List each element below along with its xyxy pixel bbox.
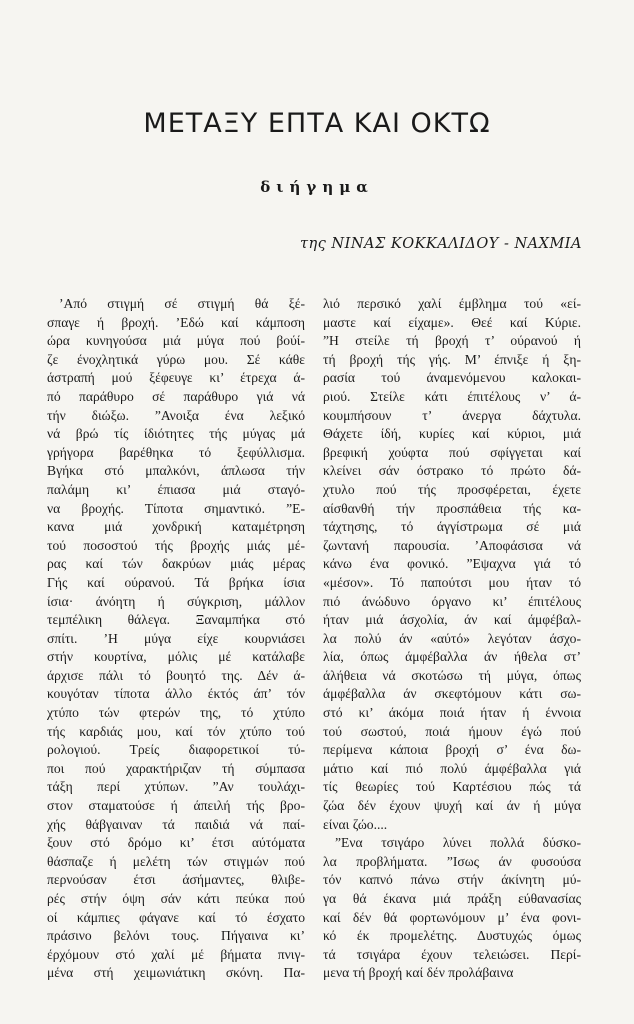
text-line: είναι ζώο....: [323, 816, 388, 832]
author-byline: της ΝΙΝΑΣ ΚΟΚΚΑΛΙΔΟΥ - ΝΑΧΜΙΑ: [299, 236, 582, 252]
text-line: τίς θεωρίες τού Καρτέσιου πώς τά: [323, 779, 581, 795]
text-line: ποι πού χαρακτήριζαν τή σύμπασα: [47, 760, 305, 776]
story-genre: διήγημα: [260, 178, 374, 196]
story-title: ΜΕΤΑΞΥ ΕΠΤΑ ΚΑΙ ΟΚΤΩ: [143, 108, 491, 139]
text-line: Βγήκα στό μπαλκόνι, άπλωσα τήν: [47, 463, 305, 479]
text-line: ριού. Στείλε κάτι έπιτέλους ν’ ά-: [323, 388, 581, 404]
text-line: ζωντανή παρουσία. ’Αποφάσισα νά: [323, 537, 581, 553]
text-line: στό κι’ άκόμα ποιά ήταν ή έννοια: [323, 705, 581, 721]
text-line: άστραπή μού ξέφευγε κι’ έτρεχα ά-: [47, 370, 305, 386]
text-line: χής θάβγαιναν τά παιδιά νά παί-: [47, 816, 305, 832]
text-line: στήν κουρτίνα, μόλις μέ κατάλαβε: [47, 649, 305, 665]
text-line: έρχόμουν στό χαλί μέ βήματα πνιγ-: [47, 946, 305, 962]
text-line: παλάμη κι’ έπιασα μιά σταγό-: [47, 481, 305, 497]
text-line: ρασία τού άναμενόμενου καλοκαι-: [323, 370, 581, 386]
text-line: τήν διώξω. ”Ανοιξα ένα λεξικό: [47, 407, 305, 423]
text-line: ήταν μιά άσχολία, άν καί άμφέβαλ-: [323, 612, 581, 628]
text-line: στον σταματούσε ή άπειλή τής βρο-: [47, 798, 305, 814]
text-line: λα προβλήματα. ”Ισως άν φυσούσα: [323, 853, 581, 869]
text-line: τά τσιγάρα έχουν τελειώσει. Περί-: [323, 946, 581, 962]
text-line: λία, όπως άμφέβαλλα άν ήθελα στ’: [323, 649, 581, 665]
text-line: χτύπο τών φτερών της, τό χτύπο: [47, 705, 305, 721]
text-line: περνούσαν έτσι άσήμαντες, θλιβε-: [47, 872, 305, 888]
text-line: ρολογιού. Τρείς διαφορετικοί τύ-: [47, 742, 305, 758]
text-line: ρές στήν όψη σάν κάτι πεύκα πού: [47, 891, 305, 906]
text-line: άμφέβαλλα άν σκεφτόμουν κάτι σω-: [323, 686, 581, 702]
text-line: κουμπήσουν τ’ άνεργα δάχτυλα.: [323, 407, 581, 423]
text-line: ’Από στιγμή σέ στιγμή θά ξέ-: [59, 296, 305, 311]
text-line: τάξη περί χτύπων. ”Αν τουλάχι-: [47, 779, 305, 795]
text-line: κό έκ προμελέτης. Δυστυχώς όμως: [323, 928, 581, 944]
text-line: ίσια· άνόητη ή σύγκριση, μάλλον: [47, 593, 305, 609]
text-line: Θάχετε ίδή, κυρίες καί κύριοι, μιά: [323, 426, 581, 442]
text-line: πιό άνώδυνο όργανο κι’ έπιτέλους: [323, 593, 581, 609]
text-line: λιό περσικό χαλί έμβλημα τού «εί-: [323, 296, 581, 311]
text-line: κάνω ένα φονικό. ”Εψαχνα γιά τό: [323, 556, 581, 572]
text-line: θάσπαζε ή μελέτη τών στιγμών πού: [47, 853, 305, 869]
text-line: ”Ενα τσιγάρο λύνει πολλά δύσκο-: [335, 835, 581, 851]
text-line: τού ποσοστού τής βροχής μιάς μέ-: [47, 537, 305, 553]
text-line: γα θά έκανα μιά πράξη εύθανασίας: [323, 891, 581, 906]
text-line: γρήγορα βαρέθηκα τό ξεφύλλισμα.: [47, 444, 305, 460]
text-line: περίμενα κάποια βροχή σ’ ένα δω-: [323, 742, 581, 758]
text-line: οί κάμπιες φάγανε καί τό έσχατο: [47, 909, 305, 925]
text-line: νά βρώ τίς ίδιότητες τής μύγας μά: [47, 426, 305, 442]
text-line: τόν καπνό πάνω στήν άκίνητη μύ-: [323, 872, 581, 888]
text-line: τού σωστού, ποιά ήμουν έγώ πού: [323, 723, 581, 739]
text-line: κουγόταν τίποτα άλλο έκτός άπ’ τόν: [47, 686, 305, 702]
text-line: «μέσον». Τό παπούτσι μου ήταν τό: [323, 574, 581, 590]
text-line: να βροχής. Τίποτα σημαντικό. ”Ε-: [47, 500, 305, 516]
text-line: μενα τή βροχή καί δέν προλάβαινα: [323, 965, 514, 981]
text-line: κανα μιά χονδρική καταμέτρηση: [47, 519, 305, 535]
text-line: άρχισε πάλι τό βουητό της. Δέν ά-: [47, 667, 305, 683]
text-line: χτυλο πού τής προσφέρεται, έχετε: [323, 481, 581, 497]
text-line: τάχτησης, τό άγγίστρωμα σέ μιά: [323, 519, 581, 535]
text-line: ζώα δέν έχουν ψυχή καί άν ή μύγα: [323, 798, 581, 814]
text-line: τή βροχή τής γής. Μ’ έπνιξε ή ξη-: [323, 351, 581, 367]
text-line: σπίτι. ’Η μύγα είχε κουρνιάσει: [47, 630, 305, 646]
text-line: καί δέν θά φορτωνόμουν μ’ ένα φονι-: [323, 909, 581, 925]
text-line: λα πολύ άν «αύτό» λεγόταν άσχο-: [323, 630, 581, 646]
text-line: ξουν στό δρόμο κι’ έτσι αύτόματα: [47, 835, 305, 851]
text-line: αίσθανθή τήν προσπάθεια τής κα-: [323, 500, 581, 516]
text-line: πράσινο βελόνι τους. Πήγαινα κι’: [47, 928, 305, 944]
text-line: κλείνει σάν όστρακο τό πρώτο δά-: [323, 463, 581, 479]
text-line: τεμπέλικη θάλεγα. Ξαναμπήκα στό: [47, 612, 305, 628]
text-column-left: [47, 295, 305, 983]
text-line: τής καρδιάς μου, καί τόν χτύπο τού: [47, 723, 305, 739]
text-line: άλήθεια νά σκοτώσω τή μύγα, όπως: [323, 667, 581, 683]
text-line: ρας καί τών δακρύων μιάς μέρας: [47, 556, 305, 572]
text-line: βρεφική χούφτα πού σφίγγεται καί: [323, 444, 581, 460]
text-line: πό παράθυρο σέ παράθυρο γιά νά: [47, 388, 305, 404]
text-column-right: [323, 295, 581, 983]
text-line: Γής καί ούρανού. Τά βρήκα ίσια: [47, 574, 305, 590]
text-line: μάτιο καί πιό πολύ άμφέβαλλα γιά: [323, 760, 581, 776]
text-line: μαστε καί είχαμε». Θεέ καί Κύριε.: [323, 314, 581, 330]
text-line: ”Η στείλε τή βροχή τ’ ούρανού ή: [323, 333, 581, 349]
text-line: μένα στή χειμωνιάτικη σκόνη. Πα-: [47, 965, 305, 981]
text-line: ζε ένοχλητικά γύρω μου. Σέ κάθε: [47, 351, 305, 367]
text-line: σπαγε ή βροχή. ’Εδώ καί κάμποση: [47, 314, 305, 330]
text-line: ώρα κυνηγούσα μιά μύγα πού βούί-: [47, 333, 305, 349]
